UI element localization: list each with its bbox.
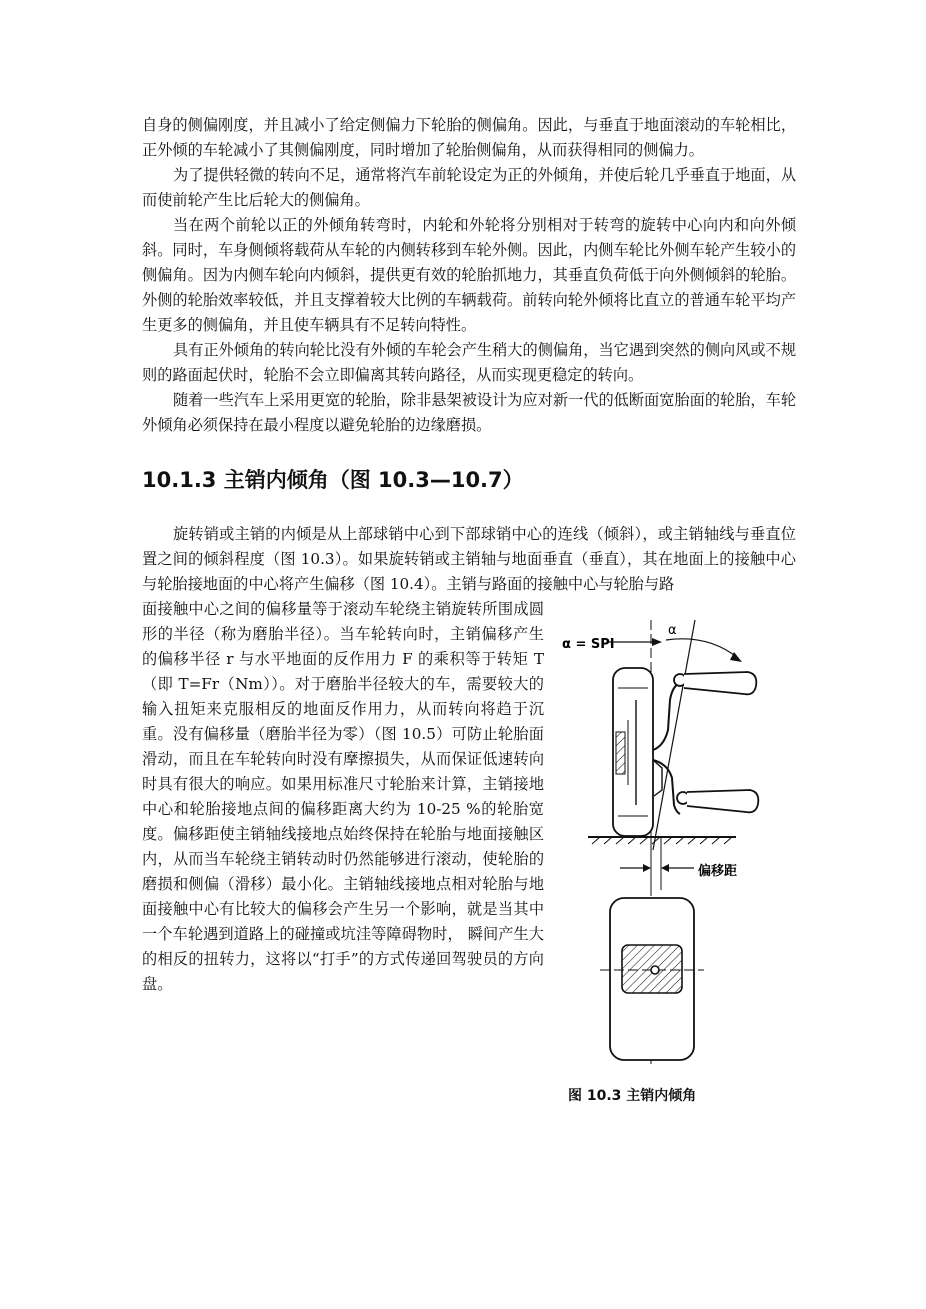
kingpin-inclination-diagram: [558, 600, 778, 1070]
offset-dimension: [620, 837, 694, 890]
angle-arc: [608, 638, 742, 662]
wheel-front-view: [613, 668, 653, 836]
label-alpha: α: [668, 623, 677, 638]
tire-top-view: [600, 898, 704, 1060]
paragraph-stability: 具有正外倾角的转向轮比没有外倾的车轮会产生稍大的侧偏角，当它遇到突然的侧向风或不规则的路面起伏时，轮胎不会立即偏离其转向路径，从而实现更稳定的转向。: [142, 341, 796, 384]
label-offset: 偏移距: [698, 864, 738, 879]
kingpin-axis: [653, 620, 695, 850]
section-heading: 10.1.3 主销内倾角（图 10.3—10.7）: [142, 468, 524, 492]
figure-caption: 图 10.3 主销内倾角: [568, 1088, 697, 1104]
paragraph-cornering: 当在两个前轮以正的外倾角转弯时，内轮和外轮将分别相对于转弯的旋转中心向内和向外倾斜。同时，车身侧倾将载荷从车轮的内侧转移到车轮外侧。因此，内侧车轮比外侧车轮产生较小的侧偏角。因为内侧车轮向内倾斜，提供更有效的轮胎抓地力，其垂直负荷低于向外侧倾斜的轮胎。外侧的轮胎效率较低，并且支撑着较大比例的车辆载荷。前转向轮外倾将比直立的普通车轮平均产生更多的侧偏角，并且使车辆具有不足转向特性。: [142, 216, 796, 334]
steering-knuckle: [653, 684, 680, 814]
paragraph-kingpin-intro: 旋转销或主销的内倾是从上部球销中心到下部球销中心的连线（倾斜），或主销轴线与垂直位置之间的倾斜程度（图 10.3）。如果旋转销或主销轴与地面垂直（垂直），其在地面上的接触中心与轮胎接地面的中心将产生偏移（图 10.4）。主销与路面的接触中心与轮胎与路: [142, 525, 796, 593]
lower-control-arm: [677, 790, 758, 812]
paragraph-scrub-radius: 面接触中心之间的偏移量等于滚动车轮绕主销旋转所围成圆形的半径（称为磨胎半径）。当车轮转向时，主销偏移产生的偏移半径 r 与水平地面的反作用力 F 的乘积等于转矩 T（即 T=Fr（Nm））。对于磨胎半径较大的车，需要较大的输入扭矩来克服相反的地面反作用力，从而转向将趋于沉重。没有偏移量（磨胎半径为零）（图 10.5）可防止轮胎面滑动，而且在车轮转向时没有摩擦损失，从而保证低速转向时具有很大的响应。如果用标准尺寸轮胎来计算，主销接地中心和轮胎接地点间的偏移距离大约为 10-25 %的轮胎宽度。偏移距使主销轴线接地点始终保持在轮胎与地面接触区内，从而当车轮绕主销转动时仍然能够进行滚动，使轮胎的磨损和侧偏（滑移）最小化。主销轴线接地点相对轮胎与地面接触中心有比较大的偏移会产生另一个影响，就是当其中一个车轮遇到道路上的碰撞或坑洼等障碍物时， 瞬间产生大的相反的扭转力，这将以“打手”的方式传递回驾驶员的方向盘。: [142, 600, 544, 993]
paragraph-wide-tires: 随着一些汽车上采用更宽的轮胎，除非悬架被设计为应对新一代的低断面宽胎面的轮胎，车轮外倾角必须保持在最小程度以避免轮胎的边缘磨损。: [142, 391, 796, 434]
paragraph-camber-stiffness: 自身的侧偏刚度，并且减小了给定侧偏力下轮胎的侧偏角。因此，与垂直于地面滚动的车轮相比，正外倾的车轮减小了其侧偏刚度，同时增加了轮胎侧偏角，从而获得相同的侧偏力。: [142, 116, 796, 159]
ground-line: [588, 837, 736, 844]
upper-control-arm: [674, 672, 756, 694]
label-alpha-spi: α = SPI: [562, 637, 615, 652]
paragraph-understeer: 为了提供轻微的转向不足，通常将汽车前轮设定为正的外倾角，并使后轮几乎垂直于地面，从而使前轮产生比后轮大的侧偏角。: [142, 166, 796, 209]
